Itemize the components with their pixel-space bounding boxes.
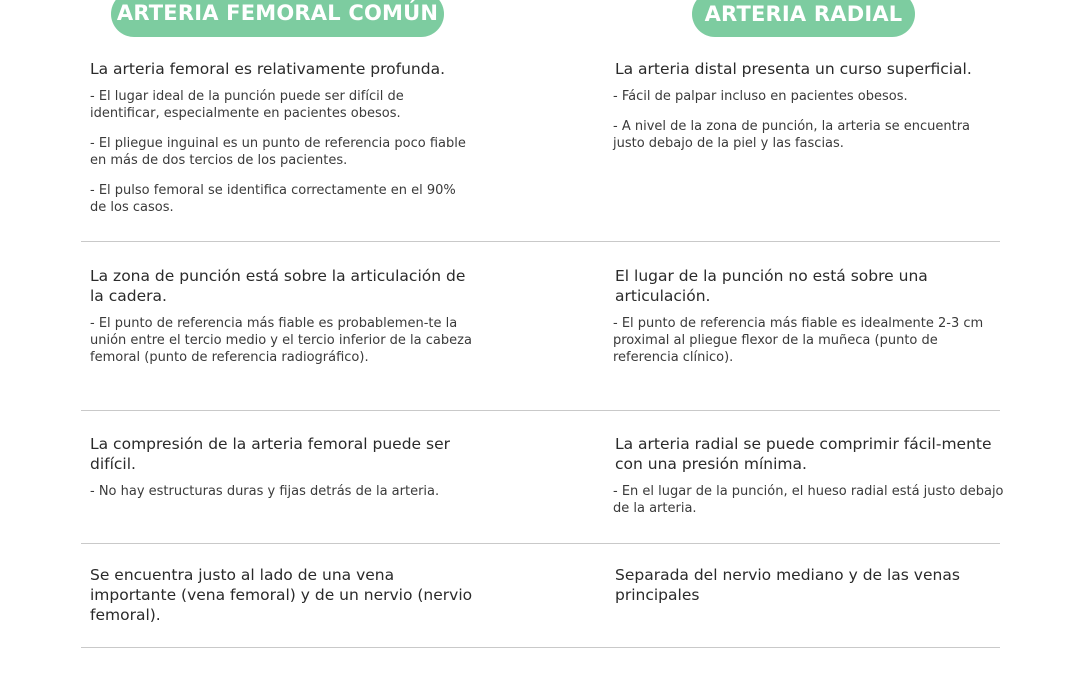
header-pill-femoral: ARTERIA FEMORAL COMÚN	[111, 0, 444, 37]
row-2-left-bullet-1: - El punto de referencia más fiable es probablemen-te la unión entre el tercio medio y el tercio inferior de la cabeza femoral (punto de referencia radiográfico).	[90, 316, 472, 365]
row-divider-1	[81, 241, 1000, 242]
row-divider-2	[81, 410, 1000, 411]
row-2-right-heading: El lugar de la punción no está sobre una articulación.	[615, 267, 928, 305]
row-3-right-cell	[615, 434, 1005, 530]
row-3-right-bullet-1: - En el lugar de la punción, el hueso radial está justo debajo de la arteria.	[613, 484, 1004, 516]
row-1-right-bullet-1: - Fácil de palpar incluso en pacientes obesos.	[613, 89, 908, 104]
row-3-left-bullet-1: - No hay estructuras duras y fijas detrás de la arteria.	[90, 484, 440, 499]
row-1-right-bullet-2: - A nivel de la zona de punción, la arteria se encuentra justo debajo de la piel y las fascias.	[613, 119, 971, 151]
row-2-left-cell	[90, 266, 475, 379]
row-3-left-cell	[90, 434, 475, 513]
row-1-left-bullet-3: - El pulso femoral se identifica correctamente en el 90% de los casos.	[90, 183, 456, 215]
row-1-right-cell	[615, 59, 1005, 165]
row-4-right-cell	[615, 565, 1005, 614]
row-2-right-bullet-1: - El punto de referencia más fiable es idealmente 2-3 cm proximal al pliegue flexor de la muñeca (punto de referencia clínico).	[613, 316, 984, 365]
row-1-left-heading: La arteria femoral es relativamente profunda.	[90, 60, 446, 78]
row-1-right-heading: La arteria distal presenta un curso superficial.	[615, 60, 972, 78]
row-4-left-heading: Se encuentra justo al lado de una vena importante (vena femoral) y de un nervio (nervio femoral).	[90, 566, 473, 624]
row-2-right-cell	[615, 266, 1005, 379]
row-divider-4	[81, 647, 1000, 648]
row-1-left-bullet-2: - El pliegue inguinal es un punto de referencia poco fiable en más de dos tercios de los pacientes.	[90, 136, 466, 168]
row-3-left-heading: La compresión de la arteria femoral puede ser difícil.	[90, 435, 450, 473]
row-1-left-bullet-1: - El lugar ideal de la punción puede ser difícil de identificar, especialmente en pacientes obesos.	[90, 89, 404, 121]
row-divider-3	[81, 543, 1000, 544]
row-2-left-heading: La zona de punción está sobre la articulación de la cadera.	[90, 267, 466, 305]
row-4-right-heading: Separada del nervio mediano y de las venas principales	[615, 566, 960, 604]
row-1-left-cell	[90, 59, 475, 229]
row-4-left-cell	[90, 565, 475, 634]
row-3-right-heading: La arteria radial se puede comprimir fácil-mente con una presión mínima.	[615, 435, 992, 473]
header-pill-radial: ARTERIA RADIAL	[692, 0, 915, 37]
